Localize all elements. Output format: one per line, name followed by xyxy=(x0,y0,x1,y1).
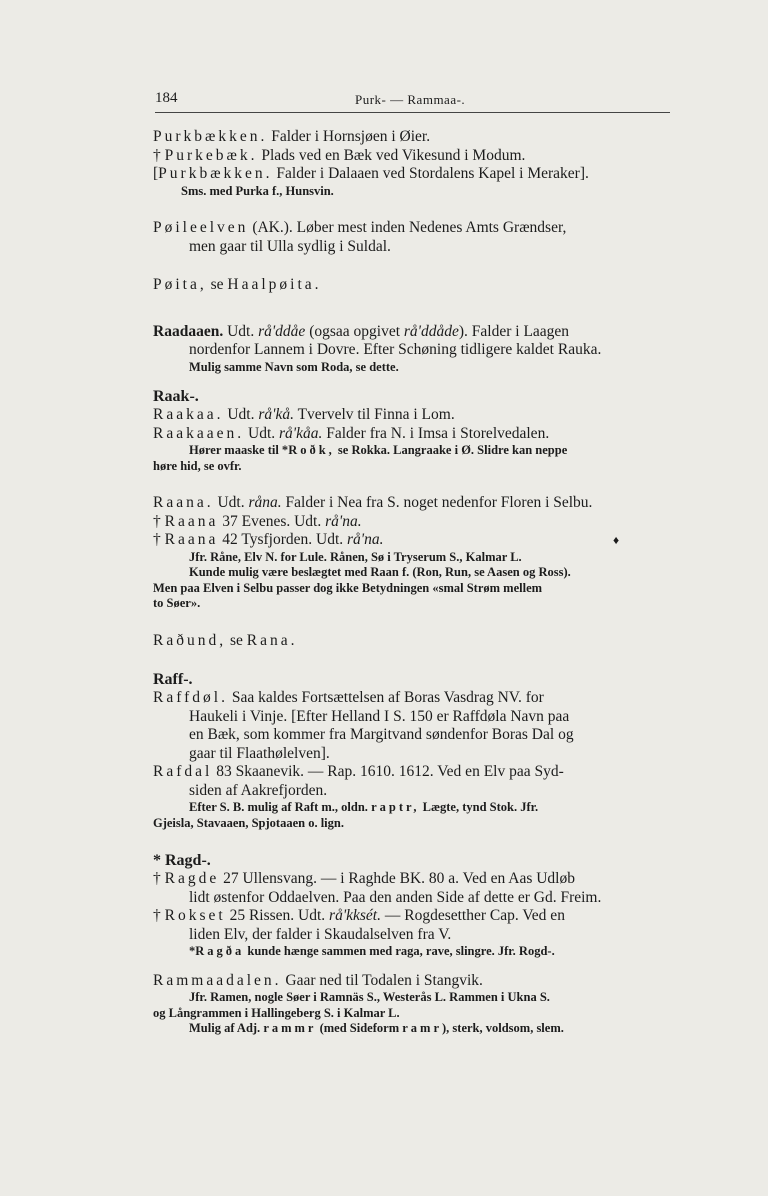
running-head: Purk- — Rammaa-. xyxy=(355,92,466,107)
entry-rokset: † Rokset 25 Rissen. Udt. rå'kksét. — Rogdesetther Cap. Ved en xyxy=(153,907,565,924)
note-raana: Jfr. Råne, Elv N. for Lule. Rånen, Sø i Tryserum S., Kalmar L. xyxy=(189,549,522,564)
page-number: 184 xyxy=(155,90,178,106)
note-raak: Hører maaske til *Roðk, se Rokka. Langraake i Ø. Slidre kan neppe xyxy=(189,443,568,457)
entry-poita: Pøita, se Haalpøita. xyxy=(153,276,322,293)
entry-rafdal-cont: siden af Aakrefjorden. xyxy=(189,781,328,799)
page-header xyxy=(155,90,670,113)
entry-raana: Raana. Udt. råna. Falder i Nea fra S. noget nedenfor Floren i Selbu. xyxy=(153,494,593,511)
note-raadaaen: Mulig samme Navn som Roda, se dette. xyxy=(189,359,399,374)
note-ramen-2: og Långrammen i Hallingeberg S. i Kalmar L. xyxy=(153,1005,400,1020)
entry-rafdal: Rafdal 83 Skaanevik. — Rap. 1610. 1612. Ved en Elv paa Syd- xyxy=(153,763,564,780)
entry-purkbaekken-meraker: [Purkbækken. Falder i Dalaaen ved Stordalens Kapel i Meraker]. xyxy=(153,165,589,182)
entry-poileelven-cont: men gaar til Ulla sydlig i Suldal. xyxy=(189,237,391,255)
section-heading-raff: Raff-. xyxy=(153,671,193,688)
note-raana-4: to Søer». xyxy=(153,596,201,610)
entry-rokset-cont: liden Elv, der falder i Skaudalselven fra V. xyxy=(189,925,452,943)
diamond-ornament-icon: ♦ xyxy=(613,533,620,547)
entry-raakaa: Raakaa. Udt. rå'kå. Tvervelv til Finna i Lom. xyxy=(153,406,455,423)
entry-raadaaen-cont: nordenfor Lannem i Dovre. Efter Schøning tidligere kaldet Rauka. xyxy=(189,341,602,358)
entries-column xyxy=(153,128,683,1037)
note-raak-cont: høre hid, se ovfr. xyxy=(153,458,242,473)
entry-raffdol: Raffdøl. Saa kaldes Fortsættelsen af Boras Vasdrag NV. for xyxy=(153,689,544,706)
entry-ragde-cont: lidt østenfor Oddaelven. Paa den anden Side af dette er Gd. Freim. xyxy=(189,888,602,906)
entry-raadaaen: Raadaaen. Udt. rå'ddåe (ogsaa opgivet rå'ddåde). Falder i Laagen xyxy=(153,322,570,340)
note-ragd: *Ragða kunde hænge sammen med raga, rave, slingre. Jfr. Rogd-. xyxy=(189,944,555,958)
note-raana-3: Men paa Elven i Selbu passer dog ikke Betydningen «smal Strøm mellem xyxy=(153,580,543,595)
note-ramen: Jfr. Ramen, nogle Søer i Ramnäs S., Westerås L. Rammen i Ukna S. xyxy=(189,990,550,1004)
entry-poileelven: Pøileelven (AK.). Løber mest inden Nedenes Amts Grændser, xyxy=(153,219,567,236)
note-ramen-3: Mulig af Adj. rammr (med Sideform ramr), sterk, voldsom, slem. xyxy=(189,1021,564,1035)
entry-raffdol-3: en Bæk, som kommer fra Margitvand søndenfor Boras Dal og xyxy=(189,726,574,743)
entry-purkbaekken: Purkbækken. Falder i Hornsjøen i Øier. xyxy=(153,128,431,145)
note-purka: Sms. med Purka f., Hunsvin. xyxy=(181,183,334,198)
entry-rammaadalen: Rammaadalen. Gaar ned til Todalen i Stangvik. xyxy=(153,971,483,989)
entry-raffdol-2: Haukeli i Vinje. [Efter Helland I S. 150 er Raffdøla Navn paa xyxy=(189,707,570,725)
entry-raana-37: † Raana 37 Evenes. Udt. rå'na. xyxy=(153,512,362,530)
entry-raakaaen: Raakaaen. Udt. rå'kåa. Falder fra N. i Imsa i Storelvedalen. xyxy=(153,424,550,442)
entry-purkebaek: † Purkebæk. Plads ved en Bæk ved Vikesund i Modum. xyxy=(153,146,526,164)
entry-raffdol-4: gaar til Flaathølelven]. xyxy=(189,744,330,762)
section-heading-raak: Raak-. xyxy=(153,388,199,405)
section-heading-ragd: * Ragd-. xyxy=(153,852,211,869)
note-raft-cont: Gjeisla, Stavaaen, Spjotaaen o. lign. xyxy=(153,815,344,830)
note-raft: Efter S. B. mulig af Raft m., oldn. raptr, Lægte, tynd Stok. Jfr. xyxy=(189,800,539,814)
note-raana-2: Kunde mulig være beslægtet med Raan f. (Ron, Run, se Aasen og Ross). xyxy=(189,565,571,579)
entry-raoeund: Raðund, se Rana. xyxy=(153,631,298,649)
entry-raana-42: † Raana 42 Tysfjorden. Udt. rå'na. ♦ xyxy=(153,531,620,548)
entry-ragde: † Ragde 27 Ullensvang. — i Raghde BK. 80 a. Ved en Aas Udløb xyxy=(153,870,575,887)
